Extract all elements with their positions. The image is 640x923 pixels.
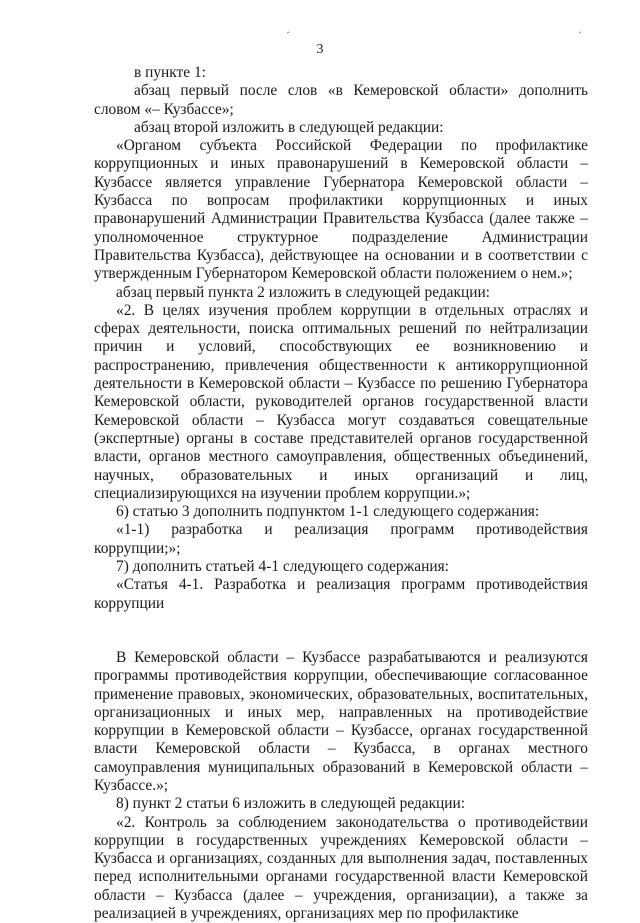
page-number: 3	[316, 42, 324, 57]
paragraph: 8) пункт 2 статьи 6 изложить в следующей редакции:	[116, 795, 466, 813]
blank-space	[94, 613, 588, 649]
paragraph: абзац первый пункта 2 изложить в следующей редакции:	[116, 283, 490, 301]
paragraph: 6) статью 3 дополнить подпунктом 1-1 следующего содержания:	[116, 503, 540, 521]
paragraph: «2. В целях изучения проблем коррупции в отдельных отраслях и сферах деятельности, поиска оптимальных решений по нейтрализации причин и условий, способствующих ее возникновению и распространению, привлечения общественности к антикоррупционной деятельности в Кемеровской области – Кузбассе по решению Губернатора Кемеровской области, руководителей органов государственной власти Кемеровской области – Кузбасса могут создаваться совещательные (экспертные) органы в составе представителей органов государственной власти, органов местного самоуправления, общественных объединений, научных, образовательных и иных организаций и лиц, специализирующихся на изучении проблем коррупции.»;	[94, 301, 588, 502]
paragraph: В Кемеровской области – Кузбассе разрабатываются и реализуются программы противодействия коррупции, обеспечивающие согласованное применение правовых, экономических, образовательных, воспитательных, организационных и иных мер, направленных на противодействие коррупции в Кемеровской области – Кузбассе, органах государственной власти Кемеровской области – Кузбасса, в органах местного самоуправления муниципальных образований в Кемеровской области – Кузбассе.»;	[94, 648, 588, 794]
paragraph: абзац второй изложить в следующей редакции:	[134, 118, 444, 136]
scan-speck: ˊ	[578, 29, 582, 43]
paragraph: абзац первый после слов «в Кемеровской области» дополнить словом «– Кузбассе»;	[94, 82, 588, 118]
paragraph: «Органом субъекта Российской Федерации по профилактике коррупционных и иных правонарушений в Кемеровской области – Кузбассе является управление Губернатора Кемеровской области – Кузбасса по вопросам профилактики коррупционных и иных правонарушений Администрации Правительства Кузбасса (далее также – уполномоченное структурное подразделение Администрации Правительства Кузбасса), действующее на основании и в соответствии с утвержденным Губернатором Кемеровской области положением о нем.»;	[94, 137, 588, 283]
document-body	[94, 64, 588, 923]
paragraph: «1-1) разработка и реализация программ противодействия коррупции;»;	[94, 521, 588, 557]
paragraph: «2. Контроль за соблюдением законодательства о противодействии коррупции в государственных учреждениях Кемеровской области – Кузбасса и организациях, созданных для выполнения задач, поставленных перед исполнительными органами государственной власти Кемеровской области – Кузбасса (далее – учреждения, организации), а также за реализацией в учреждениях, организациях мер по профилактике	[94, 813, 588, 923]
paragraph: 7) дополнить статьей 4-1 следующего содержания:	[116, 558, 449, 576]
paragraph: в пункте 1:	[134, 64, 206, 81]
article-heading: «Статья 4-1. Разработка и реализация программ противодействия коррупции	[94, 576, 588, 612]
scan-speck: ˊ	[286, 29, 290, 43]
